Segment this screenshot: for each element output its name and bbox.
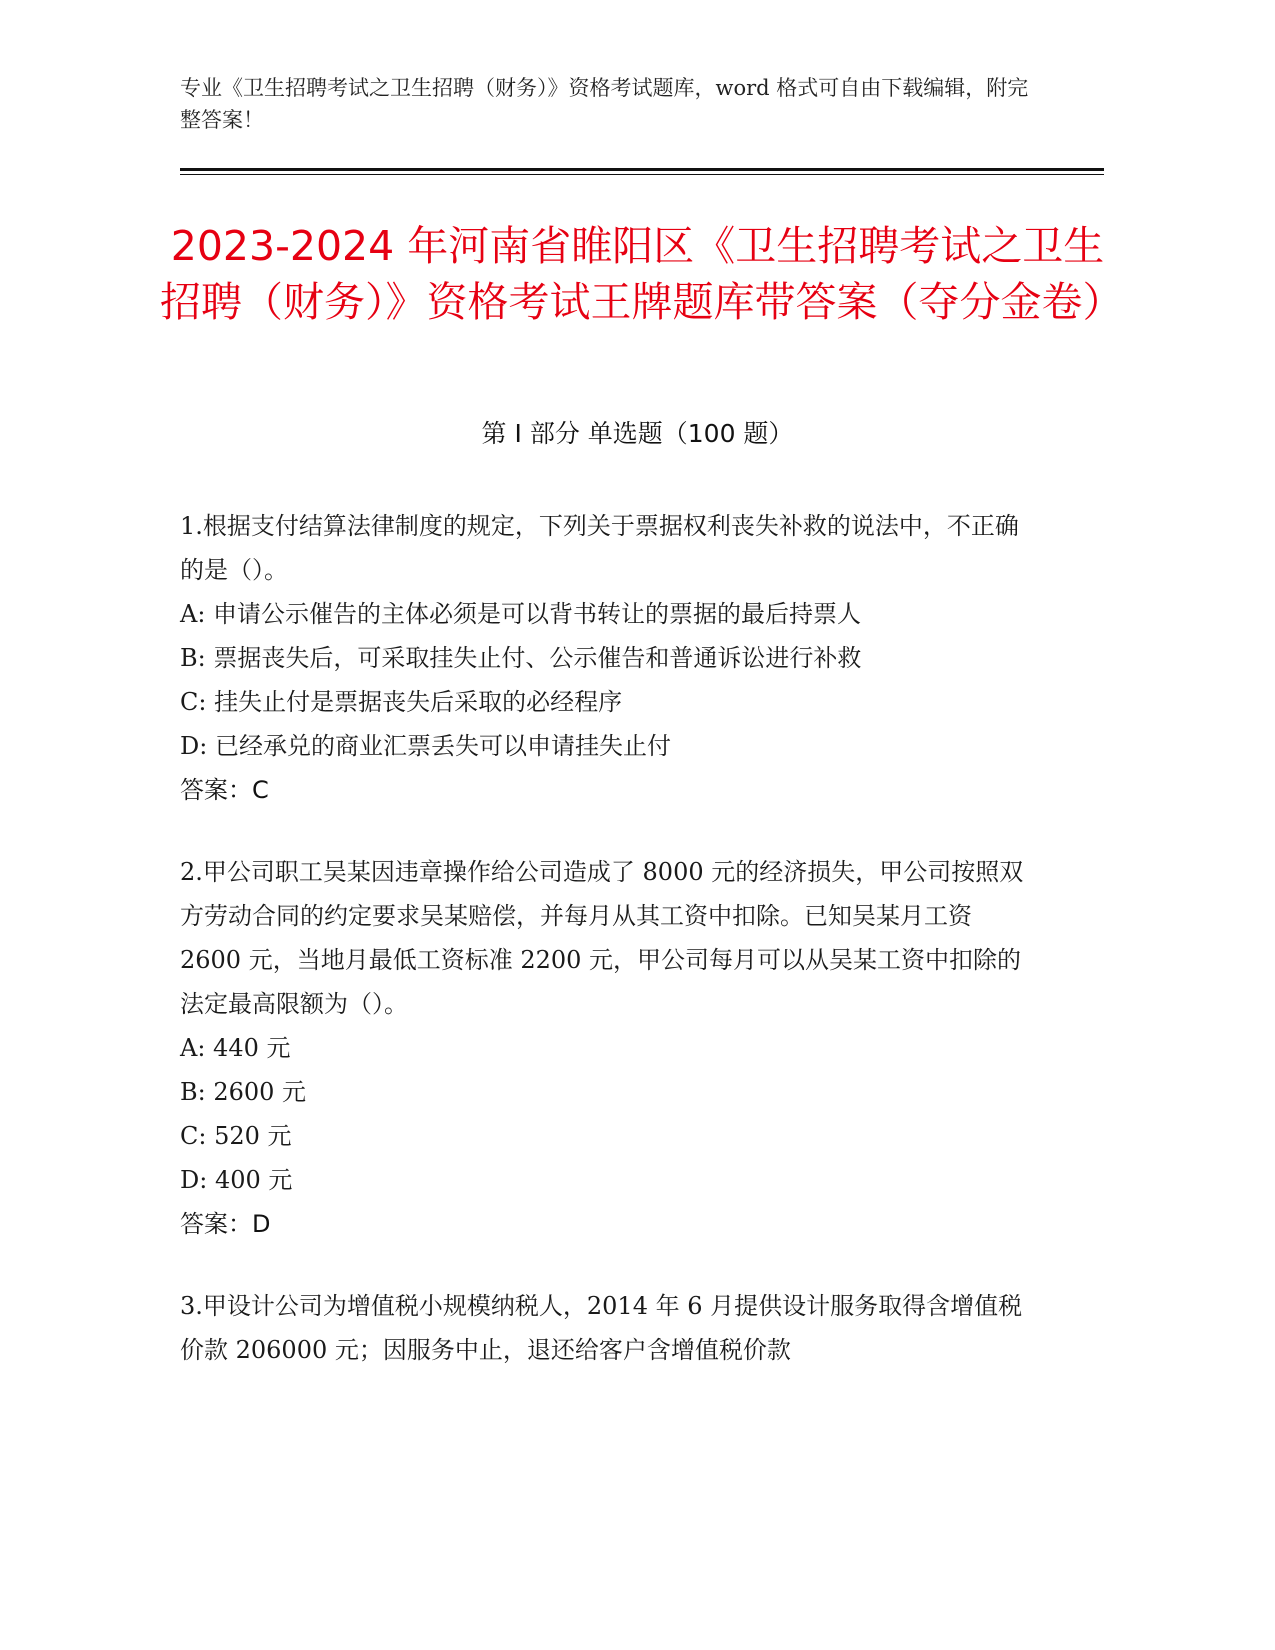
question-stem: 3.甲设计公司为增值税小规模纳税人，2014 年 6 月提供设计服务取得含增值税价款 206000 元；因服务中止，退还给客户含增值税价款 <box>180 1292 1023 1364</box>
option-d: D: 已经承兑的商业汇票丢失可以申请挂失止付 <box>180 732 671 760</box>
option-b: B: 2600 元 <box>180 1078 307 1106</box>
answer: 答案：C <box>180 776 269 804</box>
header-note: 专业《卫生招聘考试之卫生招聘（财务）》资格考试题库，word 格式可自由下载编辑，附完整答案！ <box>180 76 1029 132</box>
header-rule-thick <box>180 168 1104 171</box>
question-list <box>180 504 1040 1410</box>
question-stem: 2.甲公司职工吴某因违章操作给公司造成了 8000 元的经济损失，甲公司按照双方劳动合同的约定要求吴某赔偿，并每月从其工资中扣除。已知吴某月工资 2600 元，当地月最低工资标准 2200 元，甲公司每月可以从吴某工资中扣除的法定最高限额为（）。 <box>180 858 1024 1018</box>
section-heading: 第 I 部分 单选题（100 题） <box>481 419 794 448</box>
option-c: C: 挂失止付是票据丧失后采取的必经程序 <box>180 688 623 716</box>
question-stem: 1.根据支付结算法律制度的规定，下列关于票据权利丧失补救的说法中，不正确的是（）。 <box>180 512 1019 584</box>
option-c: C: 520 元 <box>180 1122 292 1150</box>
option-a: A: 申请公示催告的主体必须是可以背书转让的票据的最后持票人 <box>180 600 862 628</box>
question-1 <box>180 504 1040 812</box>
question-3 <box>180 1284 1040 1372</box>
option-d: D: 400 元 <box>180 1166 293 1194</box>
question-2 <box>180 850 1040 1246</box>
header-rule-thin <box>180 174 1104 175</box>
answer: 答案：D <box>180 1210 271 1238</box>
option-b: B: 票据丧失后，可采取挂失止付、公示催告和普通诉讼进行补救 <box>180 644 862 672</box>
option-a: A: 440 元 <box>180 1034 291 1062</box>
document-title: 2023-2024 年河南省睢阳区《卫生招聘考试之卫生招聘（财务）》资格考试王牌题库带答案（夺分金卷） <box>160 222 1124 326</box>
